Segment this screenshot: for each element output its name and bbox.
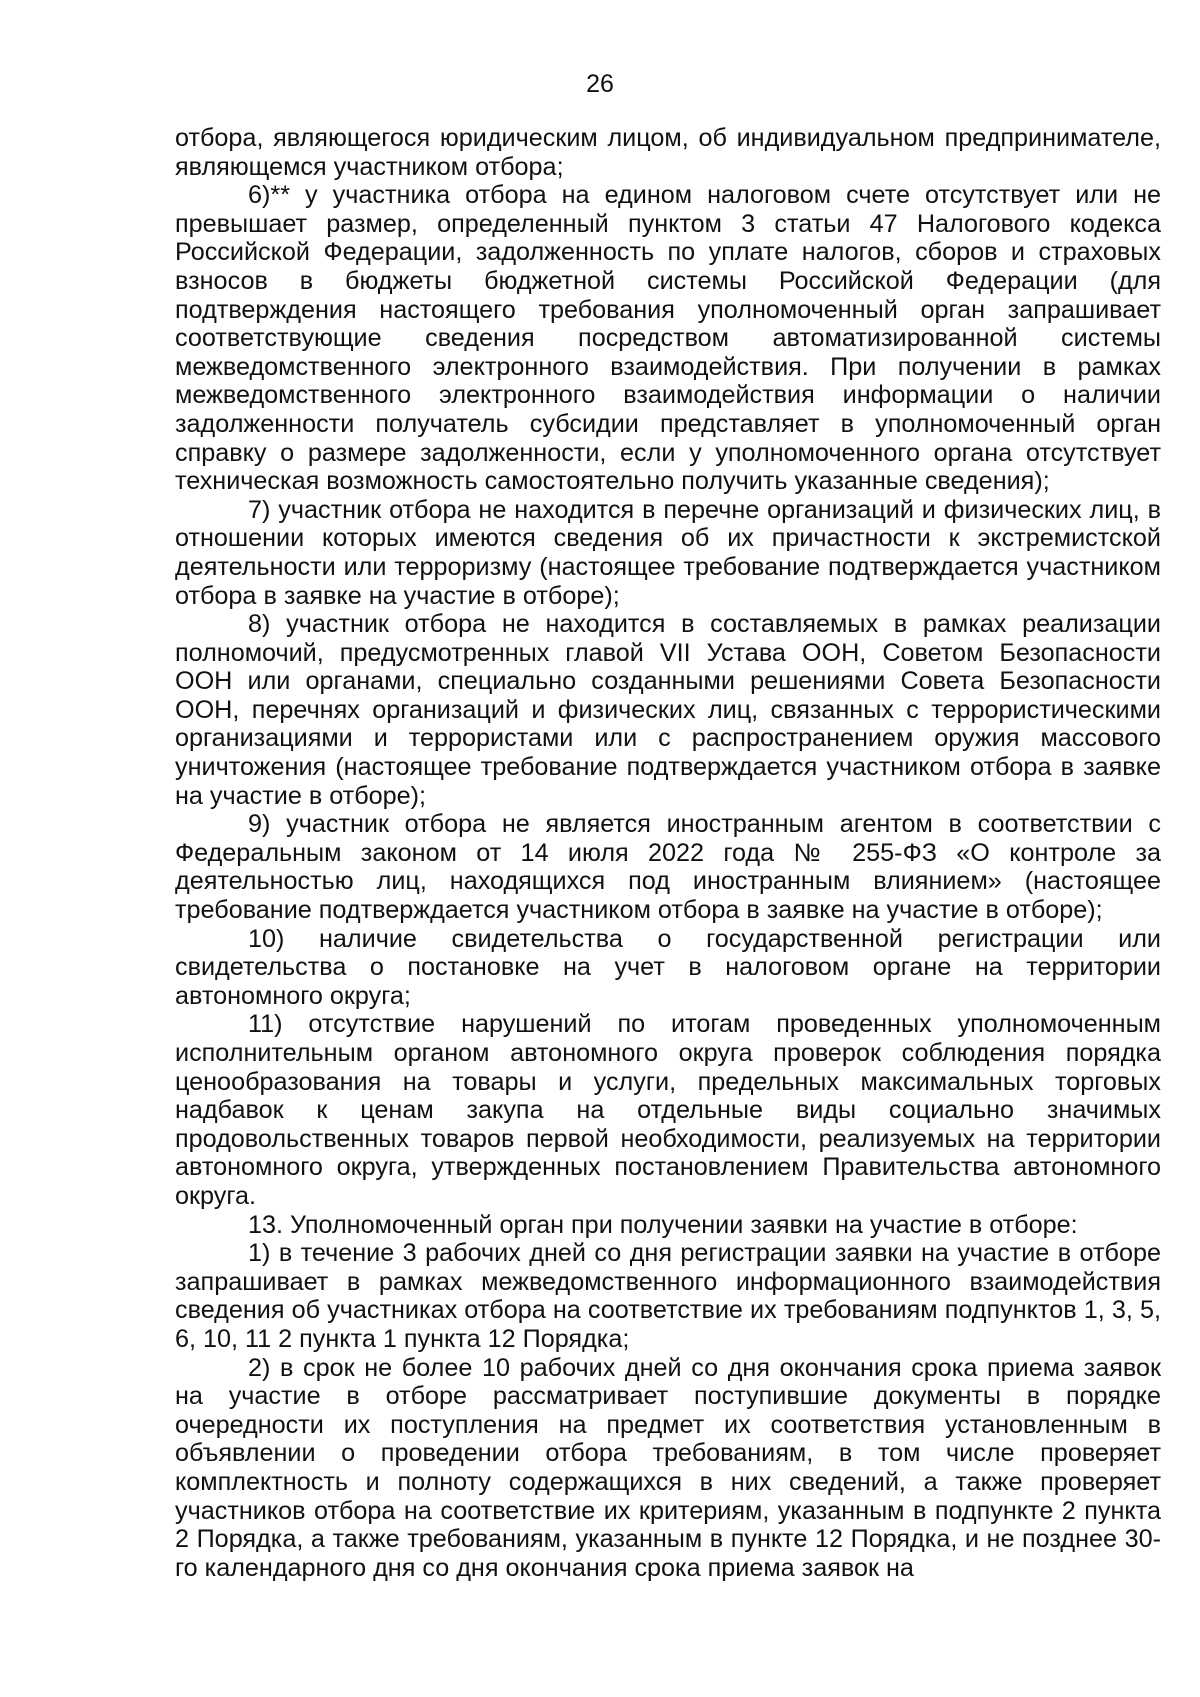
page-number: 26 [586,70,614,98]
paragraph-section-13: 13. Уполномоченный орган при получении заявки на участие в отборе: [248,1210,1078,1239]
paragraph-item-7: 7) участник отбора не находится в перечне организаций и физических лиц, в отношении которых имеются сведения об их причастности к экстремистской деятельности или терроризму (настоящее требование подтверждается участником отбора в заявке на участие в отборе); [175,495,1161,610]
paragraph-continuation: отбора, являющегося юридическим лицом, об индивидуальном предпринимателе, являющемся участником отбора; [175,124,1161,181]
paragraph-item-6: 6)** у участника отбора на едином налоговом счете отсутствует или не превышает размер, определенный пунктом 3 статьи 47 Налогового кодекса Российской Федерации, задолженность по уплате налогов, сборов и страховых взносов в бюджеты бюджетной системы Российской Федерации (для подтверждения настоящего требования уполномоченный орган запрашивает соответствующие сведения посредством автоматизированной системы межведомственного электронного взаимодействия. При получении в рамках межведомственного электронного взаимодействия информации о наличии задолженности получатель субсидии представляет в уполномоченный орган справку о размере задолженности, если у уполномоченного органа отсутствует техническая возможность самостоятельно получить указанные сведения); [175,181,1161,496]
paragraph-item-8: 8) участник отбора не находится в составляемых в рамках реализации полномочий, предусмотренных главой VII Устава ООН, Советом Безопасности ООН или органами, специально созданными решениями Совета Безопасности ООН, перечнях организаций и физических лиц, связанных с террористическими организациями и террористами или с распространением оружия массового уничтожения (настоящее требование подтверждается участником отбора в заявке на участие в отборе); [175,610,1161,810]
paragraph-subitem-1: 1) в течение 3 рабочих дней со дня регистрации заявки на участие в отборе запрашивает в рамках межведомственного информационного взаимодействия сведения об участниках отбора на соответствие их требованиям подпунктов 1, 3, 5, 6, 10, 11 2 пункта 1 пункта 12 Порядка; [175,1239,1161,1353]
paragraph-item-9: 9) участник отбора не является иностранным агентом в соответствии с Федеральным законом от 14 июля 2022 года № 255-ФЗ «О контроле за деятельностью лиц, находящихся под иностранным влиянием» (настоящее требование подтверждается участником отбора в заявке на участие в отборе); [175,810,1161,925]
document-body [175,124,1161,1582]
paragraph-item-11: 11) отсутствие нарушений по итогам проведенных уполномоченным исполнительным органом автономного округа проверок соблюдения порядка ценообразования на товары и услуги, предельных максимальных торговых надбавок к ценам закупа на отдельные виды социально значимых продовольственных товаров первой необходимости, реализуемых на территории автономного округа, утвержденных постановлением Правительства автономного округа. [175,1010,1161,1210]
paragraph-item-10: 10) наличие свидетельства о государственной регистрации или свидетельства о постановке на учет в налоговом органе на территории автономного округа; [175,924,1161,1010]
paragraph-subitem-2: 2) в срок не более 10 рабочих дней со дня окончания срока приема заявок на участие в отборе рассматривает поступившие документы в порядке очередности их поступления на предмет их соответствия установленным в объявлении о проведении отбора требованиям, в том числе проверяет комплектность и полноту содержащихся в них сведений, а также проверяет участников отбора на соответствие их критериям, указанным в подпункте 2 пункта 2 Порядка, а также требованиям, указанным в пункте 12 Порядка, и не позднее 30-го календарного дня со дня окончания срока приема заявок на [175,1353,1161,1582]
